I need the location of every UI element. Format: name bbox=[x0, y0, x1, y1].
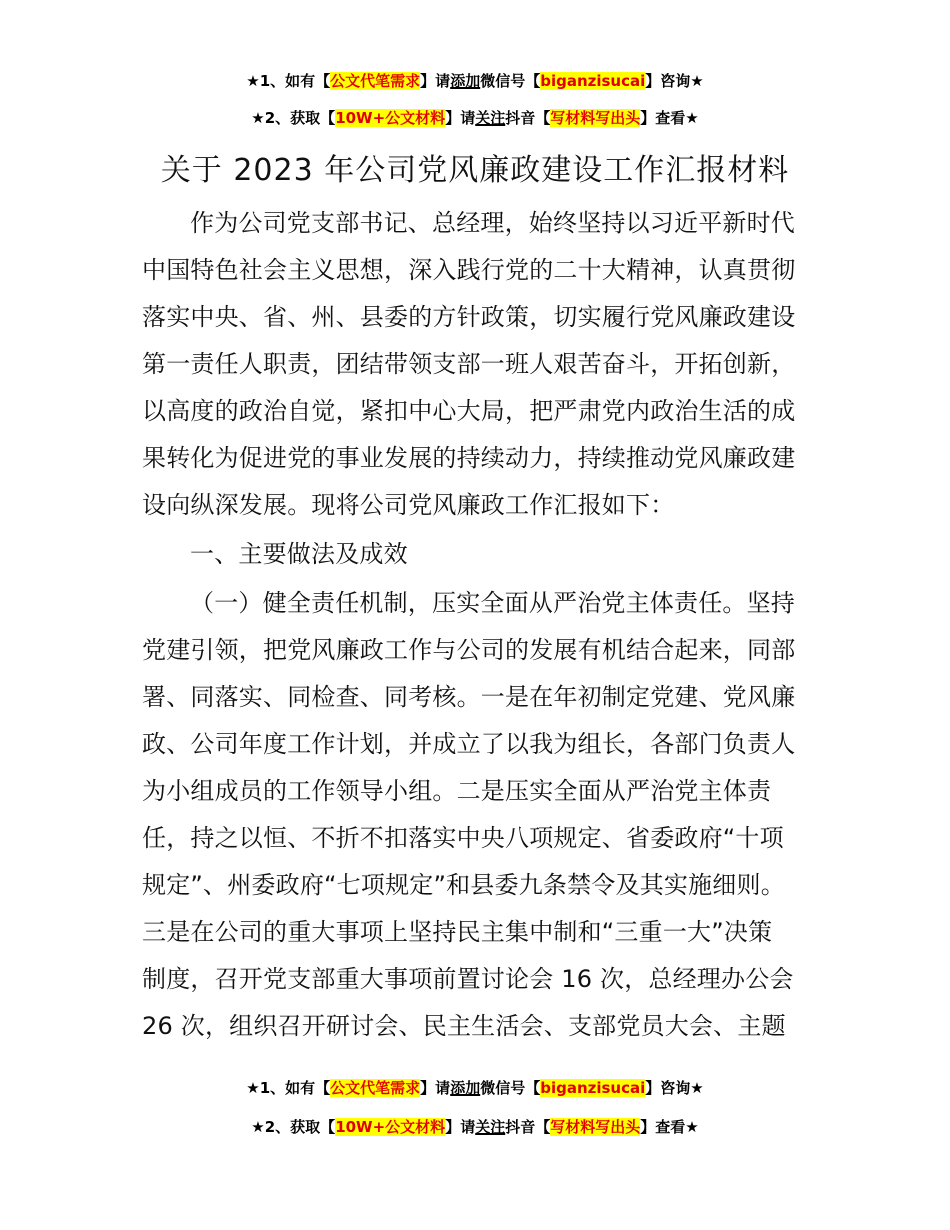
body-line: 第一责任人职责，团结带领支部一班人艰苦奋斗，开拓创新， bbox=[142, 350, 796, 378]
promo-text: 】咨询★ bbox=[645, 1079, 704, 1097]
body-line: 以高度的政治自觉，紧扣中心大局，把严肃党内政治生活的成 bbox=[142, 397, 796, 425]
body-line: 中国特色社会主义思想，深入践行党的二十大精神，认真贯彻 bbox=[142, 256, 796, 284]
promo-text: 】请 bbox=[420, 72, 451, 90]
body-line: 设向纵深发展。现将公司党风廉政工作汇报如下： bbox=[142, 491, 675, 519]
promo-text: 】请 bbox=[420, 1079, 451, 1097]
promo-text: 抖音【 bbox=[505, 109, 551, 127]
document-title: 关于 2023 年公司党风廉政建设工作汇报材料 bbox=[160, 153, 790, 188]
body-line: 政、公司年度工作计划，并成立了以我为组长，各部门负责人 bbox=[142, 730, 796, 758]
promo-text: 】请 bbox=[445, 109, 476, 127]
body-line: 作为公司党支部书记、总经理，始终坚持以习近平新时代 bbox=[190, 209, 795, 237]
promo-underlined: 添加 bbox=[450, 72, 481, 90]
promo-text: 微信号【 bbox=[480, 1079, 541, 1097]
body-line: 三是在公司的重大事项上坚持民主集中制和“三重一大”决策 bbox=[142, 918, 773, 946]
body-line: 为小组成员的工作领导小组。二是压实全面从严治党主体责 bbox=[142, 777, 772, 805]
promo-highlight: 10W+公文材料 bbox=[335, 109, 446, 127]
body-line: 署、同落实、同检查、同考核。一是在年初制定党建、党风廉 bbox=[142, 683, 796, 711]
header-promo-line-1 bbox=[0, 70, 950, 91]
body-line: 党建引领，把党风廉政工作与公司的发展有机结合起来，同部 bbox=[142, 636, 796, 664]
promo-text: 】请 bbox=[445, 1118, 476, 1136]
header-promo-line-2 bbox=[0, 107, 950, 128]
douyin-id-highlight: 写材料写出头 bbox=[550, 109, 641, 127]
promo-text: 】查看★ bbox=[640, 109, 699, 127]
wechat-id-highlight: biganzisucai bbox=[540, 1079, 646, 1097]
promo-text: ★2、获取【 bbox=[251, 1118, 336, 1136]
body-line: 制度，召开党支部重大事项前置讨论会 16 次，总经理办公会 bbox=[142, 965, 794, 993]
promo-text: ★2、获取【 bbox=[251, 109, 336, 127]
footer-promo-line-1 bbox=[0, 1077, 950, 1098]
body-line: 果转化为促进党的事业发展的持续动力，持续推动党风廉政建 bbox=[142, 444, 796, 472]
douyin-id-highlight: 写材料写出头 bbox=[550, 1118, 641, 1136]
wechat-id-highlight: biganzisucai bbox=[540, 72, 646, 90]
section-heading: 一、主要做法及成效 bbox=[190, 540, 408, 568]
promo-underlined: 关注 bbox=[475, 1118, 506, 1136]
promo-text: ★1、如有【 bbox=[246, 1079, 331, 1097]
body-line: 26 次，组织召开研讨会、民主生活会、支部党员大会、主题 bbox=[142, 1012, 786, 1040]
footer-promo-line-2 bbox=[0, 1116, 950, 1137]
promo-text: 】咨询★ bbox=[645, 72, 704, 90]
promo-underlined: 关注 bbox=[475, 109, 506, 127]
promo-text: 微信号【 bbox=[480, 72, 541, 90]
promo-underlined: 添加 bbox=[450, 1079, 481, 1097]
body-line: 落实中央、省、州、县委的方针政策，切实履行党风廉政建设 bbox=[142, 303, 796, 331]
promo-highlight: 10W+公文材料 bbox=[335, 1118, 446, 1136]
promo-text: ★1、如有【 bbox=[246, 72, 331, 90]
promo-text: 抖音【 bbox=[505, 1118, 551, 1136]
body-line: 任，持之以恒、不折不扣落实中央八项规定、省委政府“十项 bbox=[142, 824, 784, 852]
body-line: 规定”、州委政府“七项规定”和县委九条禁令及其实施细则。 bbox=[142, 871, 785, 899]
body-line: （一）健全责任机制，压实全面从严治党主体责任。坚持 bbox=[190, 589, 795, 617]
promo-highlight: 公文代笔需求 bbox=[330, 72, 421, 90]
document-body bbox=[142, 200, 814, 1050]
promo-text: 】查看★ bbox=[640, 1118, 699, 1136]
promo-highlight: 公文代笔需求 bbox=[330, 1079, 421, 1097]
